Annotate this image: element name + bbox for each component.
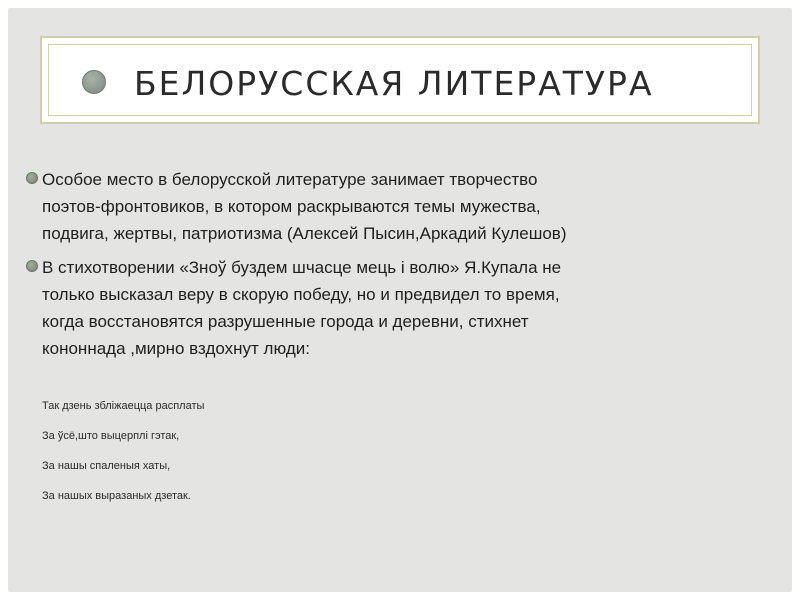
paragraph-text: [42, 166, 676, 247]
paragraph-line: когда восстановятся разрушенные города и деревни, стихнет: [42, 312, 529, 331]
slide-body: [26, 166, 676, 369]
title-box: [40, 36, 760, 124]
poem-quote: [42, 400, 204, 520]
poem-line: За ўсё,што выцерплi гэтак,: [42, 430, 180, 442]
poem-line: Так дзень зблiжаецца расплаты: [42, 400, 205, 412]
poem-line: За нашы спаленыя хаты,: [42, 460, 171, 472]
paragraph-line: подвига, жертвы, патриотизма (Алексей Пысин,Аркадий Кулешов): [42, 224, 567, 243]
bullet-paragraph-1: [26, 166, 676, 247]
paragraph-line: В стихотворении «Зноў буздем шчасце мець і волю» Я.Купала не: [42, 258, 562, 277]
paragraph-line: Особое место в белорусской литературе занимает творчество: [42, 170, 538, 189]
poem-line: За нашых выразаных дзетак.: [42, 490, 191, 502]
slide-title: БЕЛОРУССКАЯ ЛИТЕРАТУРА: [134, 64, 654, 103]
bullet-paragraph-2: [26, 254, 676, 362]
paragraph-text: [42, 254, 676, 362]
title-bullet-icon: [82, 70, 106, 94]
paragraph-line: поэтов-фронтовиков, в котором раскрываются темы мужества,: [42, 197, 541, 216]
bullet-icon: [26, 172, 38, 184]
paragraph-line: кононнада ,мирно вздохнут люди:: [42, 339, 310, 358]
paragraph-line: только высказал веру в скорую победу, но и предвидел то время,: [42, 285, 560, 304]
slide: [8, 8, 792, 592]
bullet-icon: [26, 260, 38, 272]
